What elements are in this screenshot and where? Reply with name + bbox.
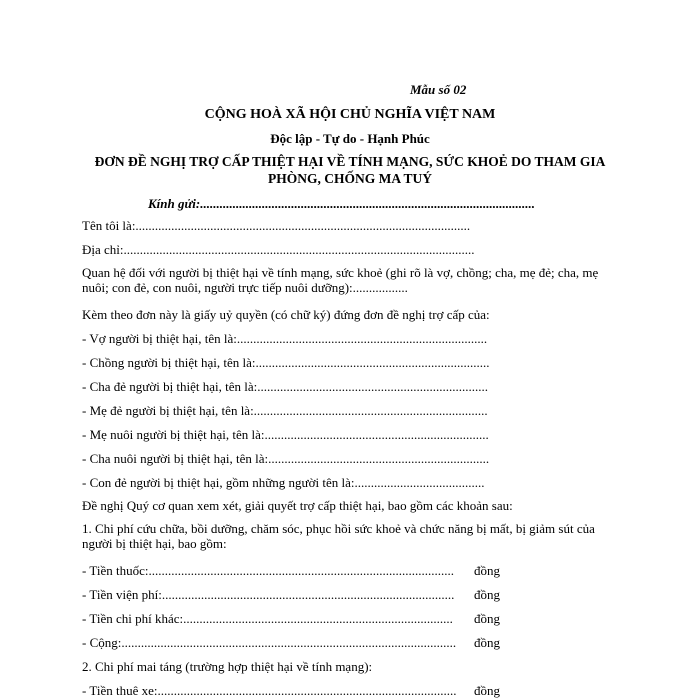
form-title-line2: PHÒNG, CHỐNG MA TUÝ [267,171,432,186]
expense-label: - Tiền thuê xe:............................................................................................ [82,683,457,698]
expense-line [82,635,456,650]
section2-heading: 2. Chi phí mai táng (trường hợp thiệt hại về tính mạng): [82,659,373,674]
form-title-line1: ĐƠN ĐỀ NGHỊ TRỢ CẤP THIỆT HẠI VỀ TÍNH MẠNG, SỨC KHOẺ DO THAM GIA [94,154,606,169]
authorization-line: Kèm theo đơn này là giấy uỷ quyền (có chữ ký) đứng đơn đề nghị trợ cấp của: [82,307,490,322]
expense-line [82,683,456,698]
expense-line [82,611,453,626]
form-code: Mẫu số 02 [410,82,467,97]
nation-heading: CỘNG HOÀ XÃ HỘI CHỦ NGHĨA VIỆT NAM [204,107,496,122]
expense-label: - Cộng:....................................................................................................... [82,635,457,650]
currency-unit: đồng [474,611,500,626]
expense-line [82,563,454,578]
expense-label: - Tiền thuốc:.............................................................................................. [82,563,454,578]
beneficiary-line: - Cha nuôi người bị thiệt hại, tên là:.................................................................... [82,451,490,466]
currency-unit: đồng [474,587,500,602]
currency-unit: đồng [474,563,500,578]
beneficiary-line: - Chồng người bị thiệt hại, tên là:........................................................................ [82,355,490,370]
beneficiary-line: - Con đẻ người bị thiệt hại, gồm những người tên là:........................................ [82,475,485,490]
addressee-line: Kính gửi:....................................................................................................... [148,196,535,211]
address-field: Địa chỉ:............................................................................................................ [82,242,475,257]
beneficiary-line: - Mẹ đẻ người bị thiệt hại, tên là:........................................................................ [82,403,488,418]
section1-heading: 1. Chi phí cứu chữa, bồi dưỡng, chăm sóc, phục hồi sức khoẻ và chức năng bị mất, bị giảm sút của người bị thiệt hại, bao gồm: [82,521,595,551]
expense-label: - Tiền chi phí khác:................................................................................... [82,611,453,626]
expense-line [82,587,454,602]
motto: Độc lập - Tự do - Hạnh Phúc [270,131,430,146]
beneficiary-line: - Vợ người bị thiệt hại, tên là:............................................................................. [82,331,488,346]
beneficiary-line: - Cha đẻ người bị thiệt hại, tên là:....................................................................... [82,379,489,394]
beneficiary-line: - Mẹ nuôi người bị thiệt hại, tên là:..................................................................... [82,427,489,442]
expense-label: - Tiền viện phí:.......................................................................................... [82,587,455,602]
currency-unit: đồng [474,635,500,650]
name-field: Tên tôi là:....................................................................................................... [82,218,471,233]
currency-unit: đồng [474,683,500,698]
request-line: Đề nghị Quý cơ quan xem xét, giải quyết trợ cấp thiệt hại, bao gồm các khoản sau: [82,498,513,513]
relation-field: Quan hệ đối với người bị thiệt hại về tính mạng, sức khoẻ (ghi rõ là vợ, chồng; cha, mẹ đẻ; cha, mẹ nuôi; con đẻ, con nuôi, người trực tiếp nuôi dưỡng):................. [82,265,599,295]
